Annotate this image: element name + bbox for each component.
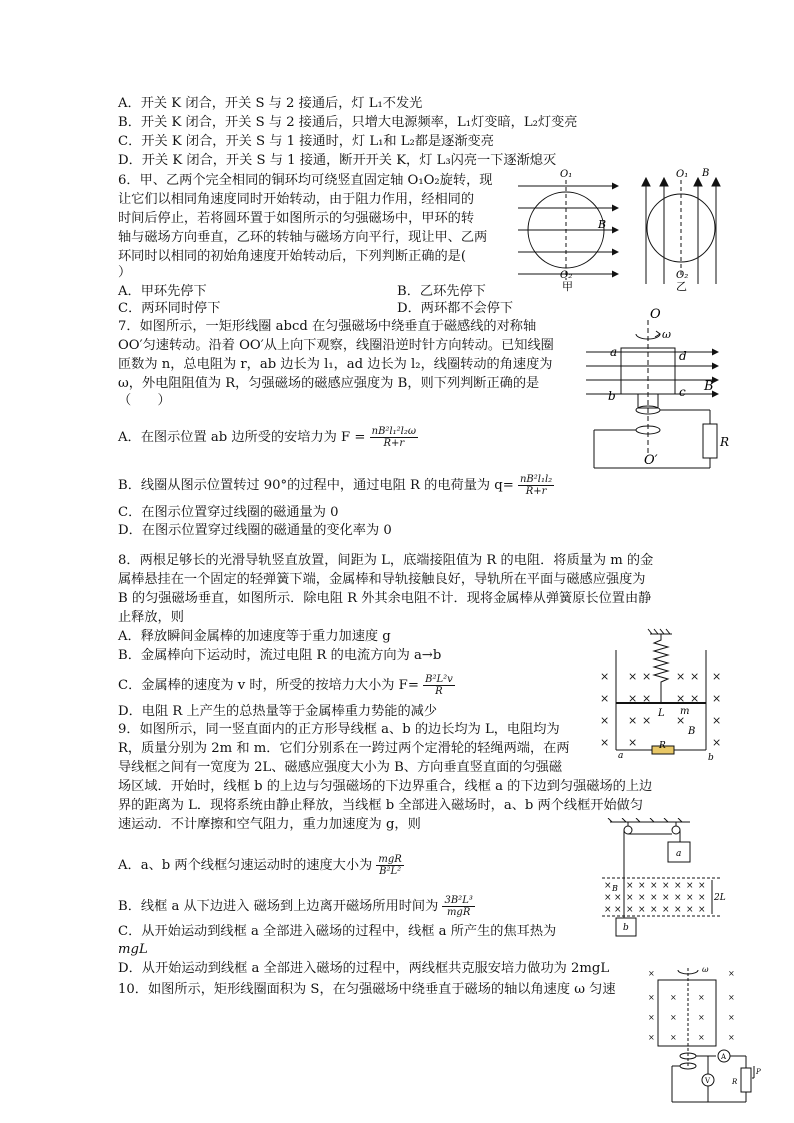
q9-option-a-den: B²L² bbox=[379, 866, 402, 877]
svg-text:×: × bbox=[674, 905, 682, 915]
q7-stem-1: 7．如图所示，一矩形线圈 abcd 在匀强磁场中绕垂直于磁感线的对称轴 bbox=[118, 319, 537, 334]
q10-P-label: P bbox=[756, 1068, 761, 1076]
svg-text:×: × bbox=[638, 893, 646, 903]
q10-ammeter-label: A bbox=[721, 1053, 727, 1061]
svg-text:×: × bbox=[662, 881, 670, 891]
q7-omega-label: ω bbox=[662, 328, 671, 341]
q9-figure bbox=[596, 818, 726, 942]
q7-option-a-fraction bbox=[370, 426, 418, 449]
svg-text:×: × bbox=[614, 905, 622, 915]
svg-text:×: × bbox=[650, 881, 658, 891]
svg-text:×: × bbox=[604, 881, 612, 891]
q7-option-a-den: R+r bbox=[383, 438, 405, 449]
q10-R-label: R bbox=[732, 1078, 738, 1086]
q8-a-label: a bbox=[618, 751, 624, 761]
q9-option-b-text: B．线框 a 从下边进入 磁场到上边离开磁场所用时间为 bbox=[118, 899, 439, 914]
svg-text:×: × bbox=[690, 692, 700, 705]
q6-figure-yi bbox=[636, 166, 726, 294]
svg-text:×: × bbox=[648, 969, 655, 978]
svg-text:×: × bbox=[626, 893, 634, 903]
q9-stem-3: 导线框之间有一宽度为 2L、磁感应强度大小为 B、方向垂直竖直面的匀强磁 bbox=[118, 760, 563, 775]
q5-option-a: A．开关 K 闭合，开关 S 与 2 接通后，灯 L₁不发光 bbox=[118, 96, 423, 111]
svg-text:×: × bbox=[614, 893, 622, 903]
q8-B-label: B bbox=[688, 726, 696, 737]
q5-option-b: B．开关 K 闭合，开关 S 与 2 接通后，只增大电源频率，L₁灯变暗，L₂灯变亮 bbox=[118, 115, 578, 130]
svg-text:×: × bbox=[712, 736, 722, 749]
q9-a-label: a bbox=[676, 849, 682, 859]
svg-text:×: × bbox=[712, 670, 722, 683]
q8-option-c-den: R bbox=[435, 686, 443, 697]
q6-figure-jia bbox=[512, 166, 624, 294]
q10-stem: 10．如图所示，矩形线圈面积为 S，在匀强磁场中绕垂直于磁场的轴以角速度 ω 匀速 bbox=[118, 982, 616, 997]
q7-figure bbox=[584, 306, 734, 472]
q7-option-b-fraction bbox=[518, 474, 554, 497]
q6-jia-o2-label: O₂ bbox=[560, 270, 573, 281]
q7-option-a-num: nB²l₁²l₂ω bbox=[371, 426, 416, 437]
q6-jia-caption: 甲 bbox=[562, 280, 573, 293]
svg-text:×: × bbox=[676, 714, 686, 727]
q9-option-c-1: C．从开始运动到线框 a 全部进入磁场的过程中，线框 a 所产生的焦耳热为 bbox=[118, 924, 557, 939]
q6-yi-o2-label: O₂ bbox=[676, 270, 689, 281]
svg-text:×: × bbox=[712, 714, 722, 727]
q7-a-label: a bbox=[610, 345, 618, 359]
q8-option-c-fraction bbox=[423, 674, 455, 697]
svg-text:×: × bbox=[600, 714, 610, 727]
svg-text:×: × bbox=[698, 881, 706, 891]
q10-voltmeter-label: V bbox=[705, 1077, 711, 1085]
svg-text:×: × bbox=[686, 893, 694, 903]
q9-stem-2: R，质量分别为 2m 和 m．它们分别系在一跨过两个定滑轮的轻绳两端，在两 bbox=[118, 741, 570, 756]
svg-text:×: × bbox=[648, 1013, 655, 1022]
q6-stem-6: ） bbox=[118, 265, 132, 280]
q6-option-d: D．两环都不会停下 bbox=[397, 301, 514, 316]
q9-option-a-num: mgR bbox=[378, 854, 402, 865]
q8-L-label: L bbox=[658, 708, 665, 719]
svg-text:×: × bbox=[600, 670, 610, 683]
q6-option-a: A．甲环先停下 bbox=[118, 284, 207, 299]
svg-text:×: × bbox=[662, 893, 670, 903]
q9-B-label: B bbox=[612, 884, 618, 893]
q7-stem-3: 匝数为 n，总电阻为 r，ab 边长为 l₁，ad 边长为 l₂，线圈转动的角速度为 bbox=[118, 357, 553, 372]
svg-text:×: × bbox=[674, 881, 682, 891]
svg-text:×: × bbox=[698, 1033, 705, 1042]
q9-option-b-fraction bbox=[442, 895, 474, 918]
svg-text:×: × bbox=[642, 714, 652, 727]
svg-text:×: × bbox=[728, 1013, 735, 1022]
q10-omega-label: ω bbox=[702, 965, 709, 974]
q7-option-a-text: A．在图示位置 ab 边所受的安培力为 F = bbox=[118, 430, 366, 445]
svg-text:×: × bbox=[600, 692, 610, 705]
svg-text:×: × bbox=[628, 736, 638, 749]
svg-text:×: × bbox=[642, 670, 652, 683]
q8-stem-3: B 的匀强磁场垂直，如图所示．除电阻 R 外其余电阻不计．现将金属棒从弹簧原长位置由静 bbox=[118, 591, 652, 606]
svg-text:×: × bbox=[698, 993, 705, 1002]
q7-B-label: B bbox=[704, 379, 714, 394]
q8-figure bbox=[592, 628, 722, 766]
q8-option-a: A．释放瞬间金属棒的加速度等于重力加速度 g bbox=[118, 629, 391, 644]
q6-jia-o1-label: O₁ bbox=[560, 169, 573, 180]
svg-text:×: × bbox=[698, 905, 706, 915]
svg-text:×: × bbox=[638, 881, 646, 891]
q7-b-label: b bbox=[608, 389, 616, 403]
svg-text:×: × bbox=[648, 1033, 655, 1042]
svg-text:×: × bbox=[626, 905, 634, 915]
svg-text:×: × bbox=[650, 893, 658, 903]
svg-text:×: × bbox=[628, 714, 638, 727]
q7-option-b bbox=[118, 474, 554, 497]
q6-option-c: C．两环同时停下 bbox=[118, 301, 221, 316]
q6-stem-5: 环同时以相同的初始角速度开始转动后，下列判断正确的是( bbox=[118, 249, 467, 264]
q8-R-label: R bbox=[659, 741, 666, 751]
q7-stem-5: （ ） bbox=[118, 393, 171, 408]
svg-text:×: × bbox=[650, 905, 658, 915]
q9-option-b-den: mgR bbox=[446, 907, 471, 918]
svg-text:×: × bbox=[728, 993, 735, 1002]
svg-text:×: × bbox=[728, 1033, 735, 1042]
q6-stem-4: 轴与磁场方向垂直，乙环的转轴与磁场方向平行，现让甲、乙两 bbox=[118, 230, 488, 245]
q7-option-d: D．在图示位置穿过线圈的磁通量的变化率为 0 bbox=[118, 523, 392, 538]
q8-option-c-num: B²L²v bbox=[425, 674, 453, 685]
q9-option-a-fraction bbox=[376, 854, 403, 877]
q9-b-label: b bbox=[623, 923, 629, 933]
q9-option-a bbox=[118, 854, 404, 877]
q6-yi-caption: 乙 bbox=[676, 280, 687, 293]
svg-text:×: × bbox=[698, 1013, 705, 1022]
q7-o-prime-label: O′ bbox=[644, 453, 658, 468]
q8-stem-2: 属棒悬挂在一个固定的轻弹簧下端，金属棒和导轨接触良好，导轨所在平面与磁感应强度为 bbox=[118, 572, 646, 587]
q8-m-label: m bbox=[680, 706, 690, 717]
q9-stem-6: 速运动．不计摩擦和空气阻力，重力加速度为 g，则 bbox=[118, 817, 421, 832]
svg-text:×: × bbox=[698, 893, 706, 903]
q7-stem-2: OO′匀速转动。沿着 OO′从上向下观察，线圈沿逆时针方向转动。已知线圈 bbox=[118, 338, 554, 353]
q7-option-c: C．在图示位置穿过线圈的磁通量为 0 bbox=[118, 505, 339, 520]
q6-stem-3: 时间后停止，若将圆环置于如图所示的匀强磁场中，甲环的转 bbox=[118, 211, 475, 226]
svg-text:×: × bbox=[628, 670, 638, 683]
svg-text:×: × bbox=[662, 905, 670, 915]
svg-text:×: × bbox=[686, 905, 694, 915]
svg-text:×: × bbox=[676, 692, 686, 705]
q9-stem-5: 界的距离为 L．现将系统由静止释放，当线框 b 全部进入磁场时，a、b 两个线框开始做匀 bbox=[118, 798, 644, 813]
q8-option-b: B．金属棒向下运动时，流过电阻 R 的电流方向为 a→b bbox=[118, 648, 442, 663]
svg-text:×: × bbox=[648, 993, 655, 1002]
q8-stem-4: 止释放，则 bbox=[118, 610, 184, 625]
svg-text:×: × bbox=[676, 670, 686, 683]
q6-jia-b-label: B bbox=[598, 218, 607, 231]
q7-c-label: c bbox=[679, 385, 686, 399]
q9-option-c-2: mgL bbox=[118, 942, 148, 957]
svg-text:×: × bbox=[690, 670, 700, 683]
svg-text:×: × bbox=[628, 692, 638, 705]
q7-option-b-text: B．线圈从图示位置转过 90°的过程中，通过电阻 R 的电荷量为 q= bbox=[118, 478, 514, 493]
q8-option-c-text: C．金属棒的速度为 v 时，所受的按培力大小为 F= bbox=[118, 678, 419, 693]
q6-yi-b-label: B bbox=[702, 168, 710, 179]
svg-text:×: × bbox=[674, 893, 682, 903]
q5-option-d: D．开关 K 闭合，开关 S 与 1 接通，断开开关 K，灯 L₃闪亮一下逐渐熄灭 bbox=[118, 153, 557, 168]
q9-stem-4: 场区域．开始时，线框 b 的上边与匀强磁场的下边界重合，线框 a 的下边到匀强磁场的上边 bbox=[118, 779, 653, 794]
q9-stem-1: 9．如图所示，同一竖直面内的正方形导线框 a、b 的边长均为 L，电阻均为 bbox=[118, 722, 560, 737]
q6-option-b: B．乙环先停下 bbox=[397, 284, 486, 299]
q5-option-c: C．开关 K 闭合，开关 S 与 1 接通时，灯 L₁和 L₂都是逐渐变亮 bbox=[118, 134, 494, 149]
svg-text:×: × bbox=[600, 736, 610, 749]
svg-text:×: × bbox=[638, 905, 646, 915]
q9-h-label: 2L bbox=[714, 893, 726, 903]
svg-text:×: × bbox=[626, 881, 634, 891]
q7-option-b-num: nB²l₁l₂ bbox=[519, 474, 553, 485]
q9-option-b-num: 3B²L³ bbox=[444, 895, 473, 906]
q6-yi-o1-label: O₁ bbox=[676, 169, 689, 180]
svg-text:×: × bbox=[728, 969, 735, 978]
q7-option-a bbox=[118, 426, 418, 449]
svg-text:×: × bbox=[604, 905, 612, 915]
q6-stem-1: 6．甲、乙两个完全相同的铜环均可绕竖直固定轴 O₁O₂旋转，现 bbox=[118, 173, 493, 188]
q9-option-a-text: A．a、b 两个线框匀速运动时的速度大小为 bbox=[118, 858, 373, 873]
q7-R-label: R bbox=[720, 435, 730, 449]
svg-text:×: × bbox=[670, 1033, 677, 1042]
svg-text:×: × bbox=[712, 692, 722, 705]
svg-text:×: × bbox=[670, 1013, 677, 1022]
q7-stem-4: ω，外电阻阻值为 R，匀强磁场的磁感应强度为 B，则下列判断正确的是 bbox=[118, 376, 540, 391]
svg-text:×: × bbox=[604, 893, 612, 903]
q7-d-label: d bbox=[679, 349, 687, 363]
q7-option-b-den: R+r bbox=[525, 486, 547, 497]
q6-stem-2: 让它们以相同角速度同时开始转动，由于阻力作用，经相同的 bbox=[118, 192, 475, 207]
q7-o-label: O bbox=[650, 307, 661, 322]
q8-option-d: D．电阻 R 上产生的总热量等于金属棒重力势能的减少 bbox=[118, 704, 438, 719]
q8-stem-1: 8．两根足够长的光滑导轨竖直放置，间距为 L，底端接阻值为 R 的电阻．将质量为 m 的金 bbox=[118, 553, 654, 568]
q9-option-b bbox=[118, 895, 475, 918]
svg-text:×: × bbox=[642, 692, 652, 705]
svg-text:×: × bbox=[670, 993, 677, 1002]
q9-option-d: D．从开始运动到线框 a 全部进入磁场的过程中，两线框共克服安培力做功为 2mgL bbox=[118, 961, 610, 976]
q8-b-label: b bbox=[708, 753, 714, 763]
q8-option-c bbox=[118, 674, 455, 697]
svg-text:×: × bbox=[686, 881, 694, 891]
q10-figure bbox=[642, 962, 766, 1114]
